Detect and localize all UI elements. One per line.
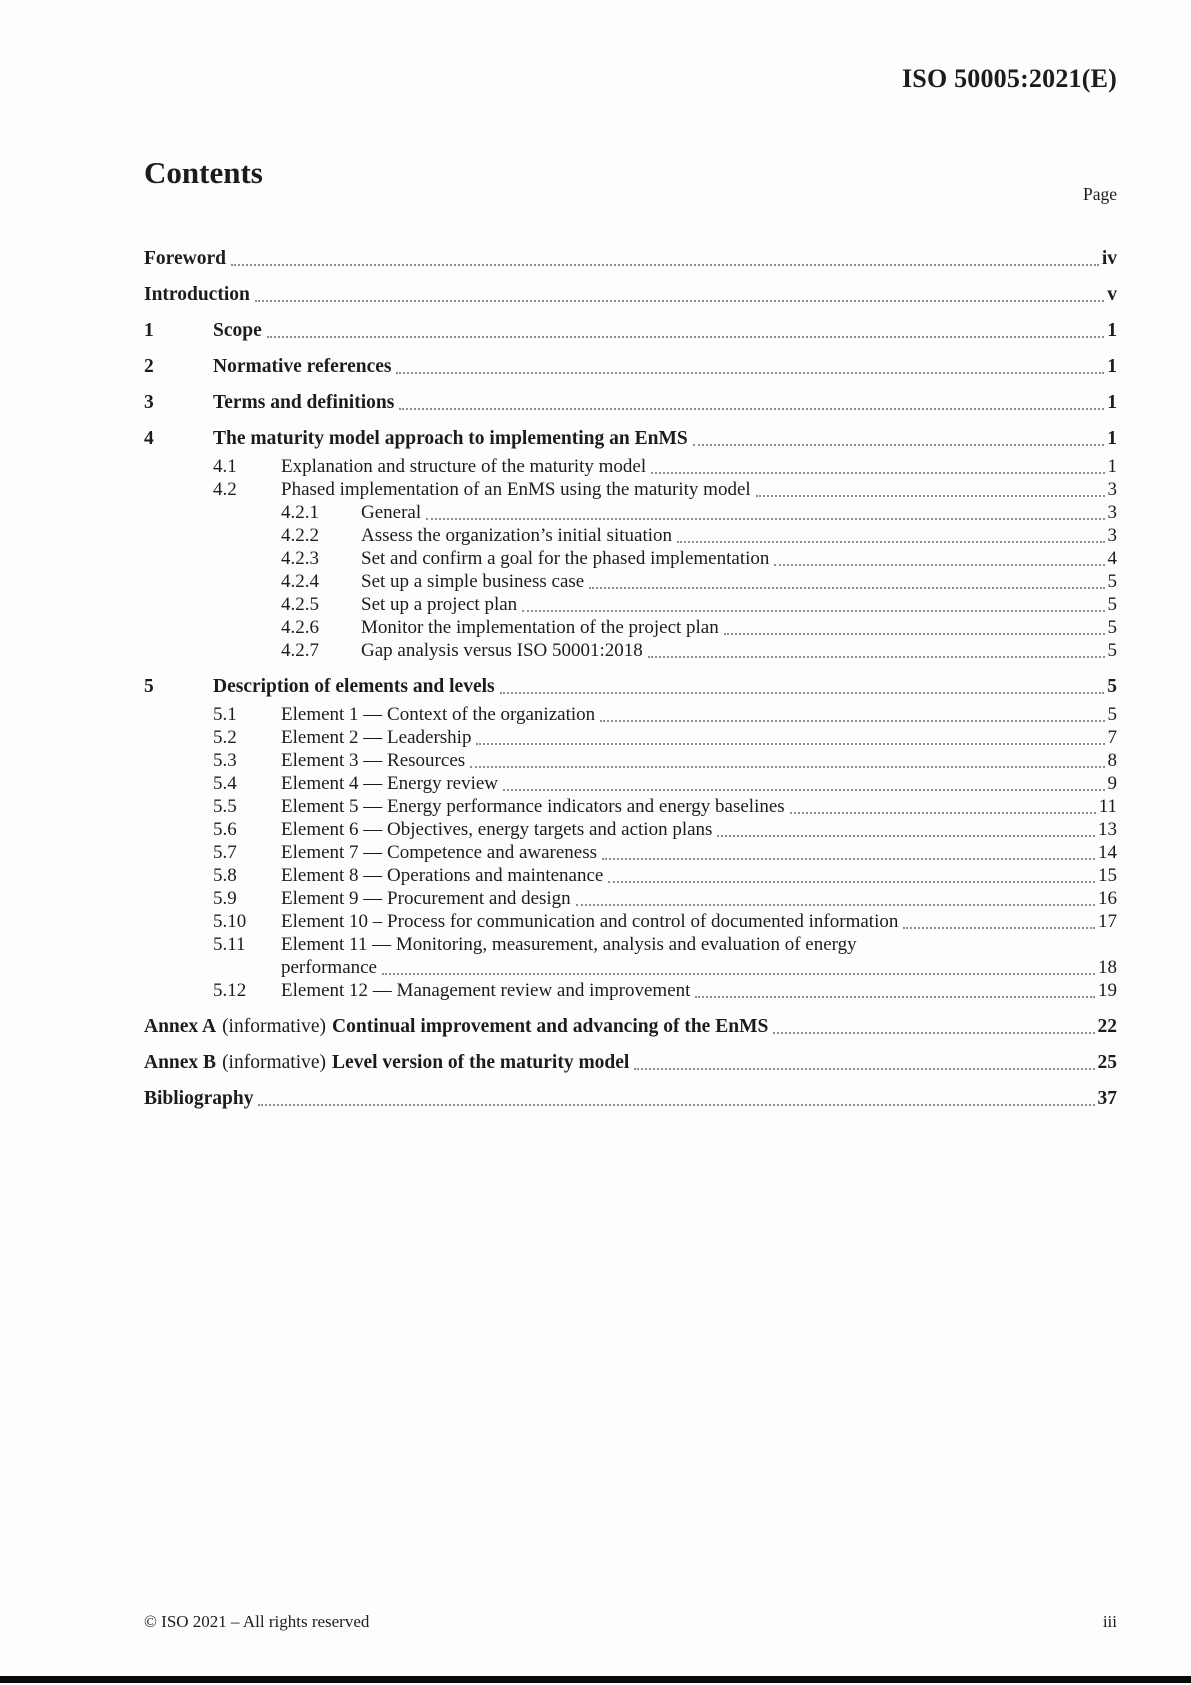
toc-entry-page: 18 <box>1098 957 1117 978</box>
toc-entry-body <box>213 675 1117 698</box>
toc-entry-page: 11 <box>1098 796 1117 817</box>
toc-entry-body <box>281 864 1117 887</box>
toc-entry[interactable] <box>144 749 1117 772</box>
toc-dot-leader <box>382 956 1095 975</box>
toc-entry-title: Terms and definitions <box>213 392 395 413</box>
toc-dot-leader <box>258 1087 1094 1106</box>
toc-entry-title: Element 2 — Leadership <box>281 727 472 748</box>
toc-entry-page: 1 <box>1107 428 1117 449</box>
toc-entry-body <box>361 570 1117 593</box>
toc-entry[interactable] <box>144 547 1117 570</box>
toc-entry-page: 22 <box>1097 1016 1117 1037</box>
toc-entry[interactable] <box>144 455 1117 478</box>
toc-entry[interactable] <box>144 910 1117 933</box>
toc-entry-number: 4.1 <box>213 456 237 477</box>
toc-entry[interactable] <box>144 478 1117 501</box>
toc-entry-page: 1 <box>1107 356 1117 377</box>
toc-entry-title: Element 7 — Competence and awareness <box>281 842 598 863</box>
toc-dot-leader <box>717 818 1095 837</box>
toc-entry-page: 7 <box>1107 727 1117 748</box>
page-footer <box>144 1612 1117 1632</box>
toc-entry-title: Foreword <box>144 248 226 269</box>
toc-entry-page: 14 <box>1098 842 1117 863</box>
toc-entry[interactable] <box>144 501 1117 524</box>
toc-entry-page: 37 <box>1097 1088 1117 1109</box>
toc-dot-leader <box>396 355 1104 374</box>
toc-entry-number: 4.2.3 <box>281 548 319 569</box>
toc-entry-body <box>213 319 1117 342</box>
toc-entry-title: Element 8 — Operations and maintenance <box>281 865 604 886</box>
toc-entry-title: Element 6 — Objectives, energy targets and action plans <box>281 819 713 840</box>
toc-entry-body <box>281 795 1117 818</box>
toc-entry-number: 5.11 <box>213 934 246 955</box>
toc-entry-body <box>361 593 1117 616</box>
doc-identifier: ISO 50005:2021(E) <box>901 64 1117 93</box>
toc-dot-leader <box>903 910 1095 929</box>
toc-dot-leader <box>470 749 1104 768</box>
toc-entry-body <box>361 501 1117 524</box>
toc-entry-title: Scope <box>213 320 262 341</box>
toc-dot-leader <box>576 887 1095 906</box>
toc-entry-page: 3 <box>1107 525 1117 546</box>
toc-entry-title: Phased implementation of an EnMS using the maturity model <box>281 479 751 500</box>
toc-entry-page: 1 <box>1107 320 1117 341</box>
toc-entry[interactable] <box>144 703 1117 726</box>
toc-entry-number: 1 <box>144 320 154 341</box>
toc-entry-annex-label: Annex A <box>144 1016 217 1037</box>
toc-entry[interactable] <box>144 1051 1117 1074</box>
toc-entry-title: Set and confirm a goal for the phased implementation <box>361 548 770 569</box>
toc-entry-number: 5.5 <box>213 796 237 817</box>
toc-dot-leader <box>231 247 1099 266</box>
toc-dot-leader <box>677 524 1104 543</box>
toc-entry-number: 5.4 <box>213 773 237 794</box>
toc-entry-title: Gap analysis versus ISO 50001:2018 <box>361 640 643 661</box>
toc-dot-leader <box>476 726 1104 745</box>
toc-entry-title: Monitor the implementation of the project plan <box>361 617 719 638</box>
toc-entry-body <box>213 355 1117 378</box>
toc-entry-page: 5 <box>1107 640 1117 661</box>
toc-entry[interactable] <box>144 772 1117 795</box>
toc-entry-number: 5.12 <box>213 980 247 1001</box>
toc-entry-number: 2 <box>144 356 154 377</box>
toc-entry-title: Element 12 — Management review and improvement <box>281 980 691 1001</box>
toc-entry-body <box>281 910 1117 933</box>
toc-entry[interactable] <box>144 639 1117 662</box>
toc-entry-title: Element 5 — Energy performance indicators and energy baselines <box>281 796 785 817</box>
toc-entry-title: Bibliography <box>144 1088 254 1109</box>
toc-entry-title: General <box>361 502 422 523</box>
toc-entry-page: 5 <box>1107 704 1117 725</box>
toc-entry-number: 5.7 <box>213 842 237 863</box>
toc-entry[interactable] <box>144 979 1117 1002</box>
toc-dot-leader <box>648 639 1105 658</box>
toc-entry-title: Element 11 — Monitoring, measurement, analysis and evaluation of energy <box>281 934 857 955</box>
toc-dot-leader <box>426 501 1104 520</box>
toc-entry-body <box>361 547 1117 570</box>
page-edge-bar <box>0 1676 1191 1683</box>
toc-entry[interactable] <box>144 616 1117 639</box>
toc-entry-body <box>144 1087 1117 1110</box>
toc-entry-page: 5 <box>1107 617 1117 638</box>
toc-entry-page: 5 <box>1107 676 1117 697</box>
toc-entry-page: 9 <box>1107 773 1117 794</box>
toc-entry[interactable] <box>144 319 1117 342</box>
toc-dot-leader <box>600 703 1104 722</box>
toc-entry-body <box>213 427 1117 450</box>
toc-entry-number: 4.2.4 <box>281 571 319 592</box>
toc-entry[interactable] <box>144 1015 1117 1038</box>
toc-entry-page: 17 <box>1098 911 1117 932</box>
toc-entry-number: 4.2.1 <box>281 502 319 523</box>
toc-entry-body <box>361 616 1117 639</box>
toc-entry[interactable] <box>144 795 1117 818</box>
toc-entry-body <box>213 391 1117 414</box>
toc-entry-page: 13 <box>1098 819 1117 840</box>
toc-entry-qualifier: (informative) <box>222 1052 327 1073</box>
toc-entry-annex-label: Annex B <box>144 1052 217 1073</box>
toc-entry-number: 4.2.7 <box>281 640 319 661</box>
toc-entry[interactable] <box>144 570 1117 593</box>
toc-entry-body <box>361 524 1117 547</box>
toc-entry-page: 5 <box>1107 571 1117 592</box>
toc-dot-leader <box>756 478 1105 497</box>
toc-entry[interactable] <box>144 1087 1117 1110</box>
toc-entry-title: Continual improvement and advancing of the EnMS <box>332 1016 769 1037</box>
toc-entry-title: Normative references <box>213 356 392 377</box>
table-of-contents <box>144 234 1117 1110</box>
toc-entry[interactable] <box>144 427 1117 450</box>
toc-entry[interactable] <box>144 818 1117 841</box>
toc-entry-body <box>281 703 1117 726</box>
toc-dot-leader <box>589 570 1104 589</box>
toc-entry-body <box>361 639 1117 662</box>
toc-entry-title: Explanation and structure of the maturity model <box>281 456 647 477</box>
toc-entry-page: 15 <box>1098 865 1117 886</box>
toc-entry-title: Set up a project plan <box>361 594 518 615</box>
toc-entry-number: 5.10 <box>213 911 247 932</box>
toc-entry-number: 5 <box>144 676 154 697</box>
toc-dot-leader <box>255 283 1104 302</box>
toc-entry-number: 4.2.2 <box>281 525 319 546</box>
toc-dot-leader <box>522 593 1104 612</box>
toc-entry-title: The maturity model approach to implementing an EnMS <box>213 428 688 449</box>
copyright-notice: © ISO 2021 – All rights reserved <box>144 1612 370 1631</box>
toc-entry-title: Element 9 — Procurement and design <box>281 888 571 909</box>
toc-entry-page: 5 <box>1107 594 1117 615</box>
toc-entry-body <box>281 841 1117 864</box>
toc-entry-page: 19 <box>1098 980 1117 1001</box>
toc-entry[interactable] <box>144 887 1117 910</box>
toc-entry-title: Element 10 – Process for communication and control of documented information <box>281 911 899 932</box>
toc-entry[interactable] <box>144 675 1117 698</box>
toc-entry-page: 3 <box>1107 502 1117 523</box>
toc-entry-number: 5.1 <box>213 704 237 725</box>
toc-entry-number: 4.2.5 <box>281 594 319 615</box>
toc-dot-leader <box>500 675 1105 694</box>
toc-dot-leader <box>693 427 1105 446</box>
toc-dot-leader <box>399 391 1104 410</box>
toc-entry-title: Introduction <box>144 284 250 305</box>
toc-entry-qualifier: (informative) <box>222 1016 327 1037</box>
toc-dot-leader <box>634 1051 1094 1070</box>
toc-entry-number: 5.9 <box>213 888 237 909</box>
toc-entry-number: 4 <box>144 428 154 449</box>
toc-dot-leader <box>724 616 1105 635</box>
toc-entry[interactable] <box>144 524 1117 547</box>
page-number: iii <box>1102 1612 1117 1631</box>
toc-dot-leader <box>503 772 1104 791</box>
toc-entry-page: 4 <box>1107 548 1117 569</box>
toc-entry[interactable] <box>144 726 1117 749</box>
toc-entry-body <box>144 1051 1117 1074</box>
toc-entry-page: v <box>1107 284 1117 305</box>
toc-entry-body <box>281 455 1117 478</box>
toc-entry-number: 5.2 <box>213 727 237 748</box>
toc-entry-page: 25 <box>1097 1052 1117 1073</box>
toc-dot-leader <box>267 319 1105 338</box>
toc-entry-page: 3 <box>1107 479 1117 500</box>
toc-entry-title: Element 4 — Energy review <box>281 773 499 794</box>
toc-entry-body <box>281 772 1117 795</box>
toc-entry-body <box>144 283 1117 306</box>
toc-entry-title: Level version of the maturity model <box>332 1052 630 1073</box>
toc-entry-page: iv <box>1101 248 1117 269</box>
toc-entry[interactable] <box>144 391 1117 414</box>
toc-entry-body <box>144 1015 1117 1038</box>
toc-entry-body <box>281 887 1117 910</box>
toc-entry[interactable] <box>144 247 1117 270</box>
toc-entry-number: 5.8 <box>213 865 237 886</box>
toc-entry-page: 8 <box>1107 750 1117 771</box>
toc-entry[interactable] <box>144 355 1117 378</box>
toc-dot-leader <box>790 795 1096 814</box>
toc-entry[interactable] <box>144 864 1117 887</box>
toc-entry-body <box>281 726 1117 749</box>
toc-entry-page: 16 <box>1098 888 1117 909</box>
toc-entry-body <box>281 749 1117 772</box>
toc-entry-continuation[interactable] <box>144 956 1117 979</box>
toc-dot-leader <box>602 841 1095 860</box>
toc-entry-title: Assess the organization’s initial situation <box>361 525 673 546</box>
toc-dot-leader <box>773 1015 1094 1034</box>
toc-entry-page: 1 <box>1107 456 1117 477</box>
toc-dot-leader <box>651 455 1104 474</box>
toc-entry[interactable] <box>144 283 1117 306</box>
toc-entry-page: 1 <box>1107 392 1117 413</box>
toc-dot-leader <box>608 864 1095 883</box>
toc-entry-title: Element 1 — Context of the organization <box>281 704 596 725</box>
toc-entry[interactable] <box>144 933 1117 956</box>
toc-entry-number: 5.6 <box>213 819 237 840</box>
toc-entry-body <box>281 818 1117 841</box>
toc-entry-number: 3 <box>144 392 154 413</box>
toc-dot-leader <box>774 547 1104 566</box>
toc-entry-body <box>144 247 1117 270</box>
toc-entry-title: Element 3 — Resources <box>281 750 466 771</box>
page-column-label: Page <box>1082 184 1117 204</box>
toc-dot-leader <box>695 979 1095 998</box>
toc-entry-title: performance <box>281 957 377 978</box>
toc-entry[interactable] <box>144 593 1117 616</box>
toc-entry-title: Description of elements and levels <box>213 676 495 697</box>
toc-entry-body <box>281 979 1117 1002</box>
toc-entry-number: 5.3 <box>213 750 237 771</box>
page-title: Contents <box>144 155 263 190</box>
toc-entry-body <box>281 933 1117 956</box>
toc-entry-body <box>281 956 1117 979</box>
toc-entry-title: Set up a simple business case <box>361 571 585 592</box>
toc-entry-number: 4.2 <box>213 479 237 500</box>
toc-entry[interactable] <box>144 841 1117 864</box>
toc-entry-body <box>281 478 1117 501</box>
toc-entry-number: 4.2.6 <box>281 617 319 638</box>
